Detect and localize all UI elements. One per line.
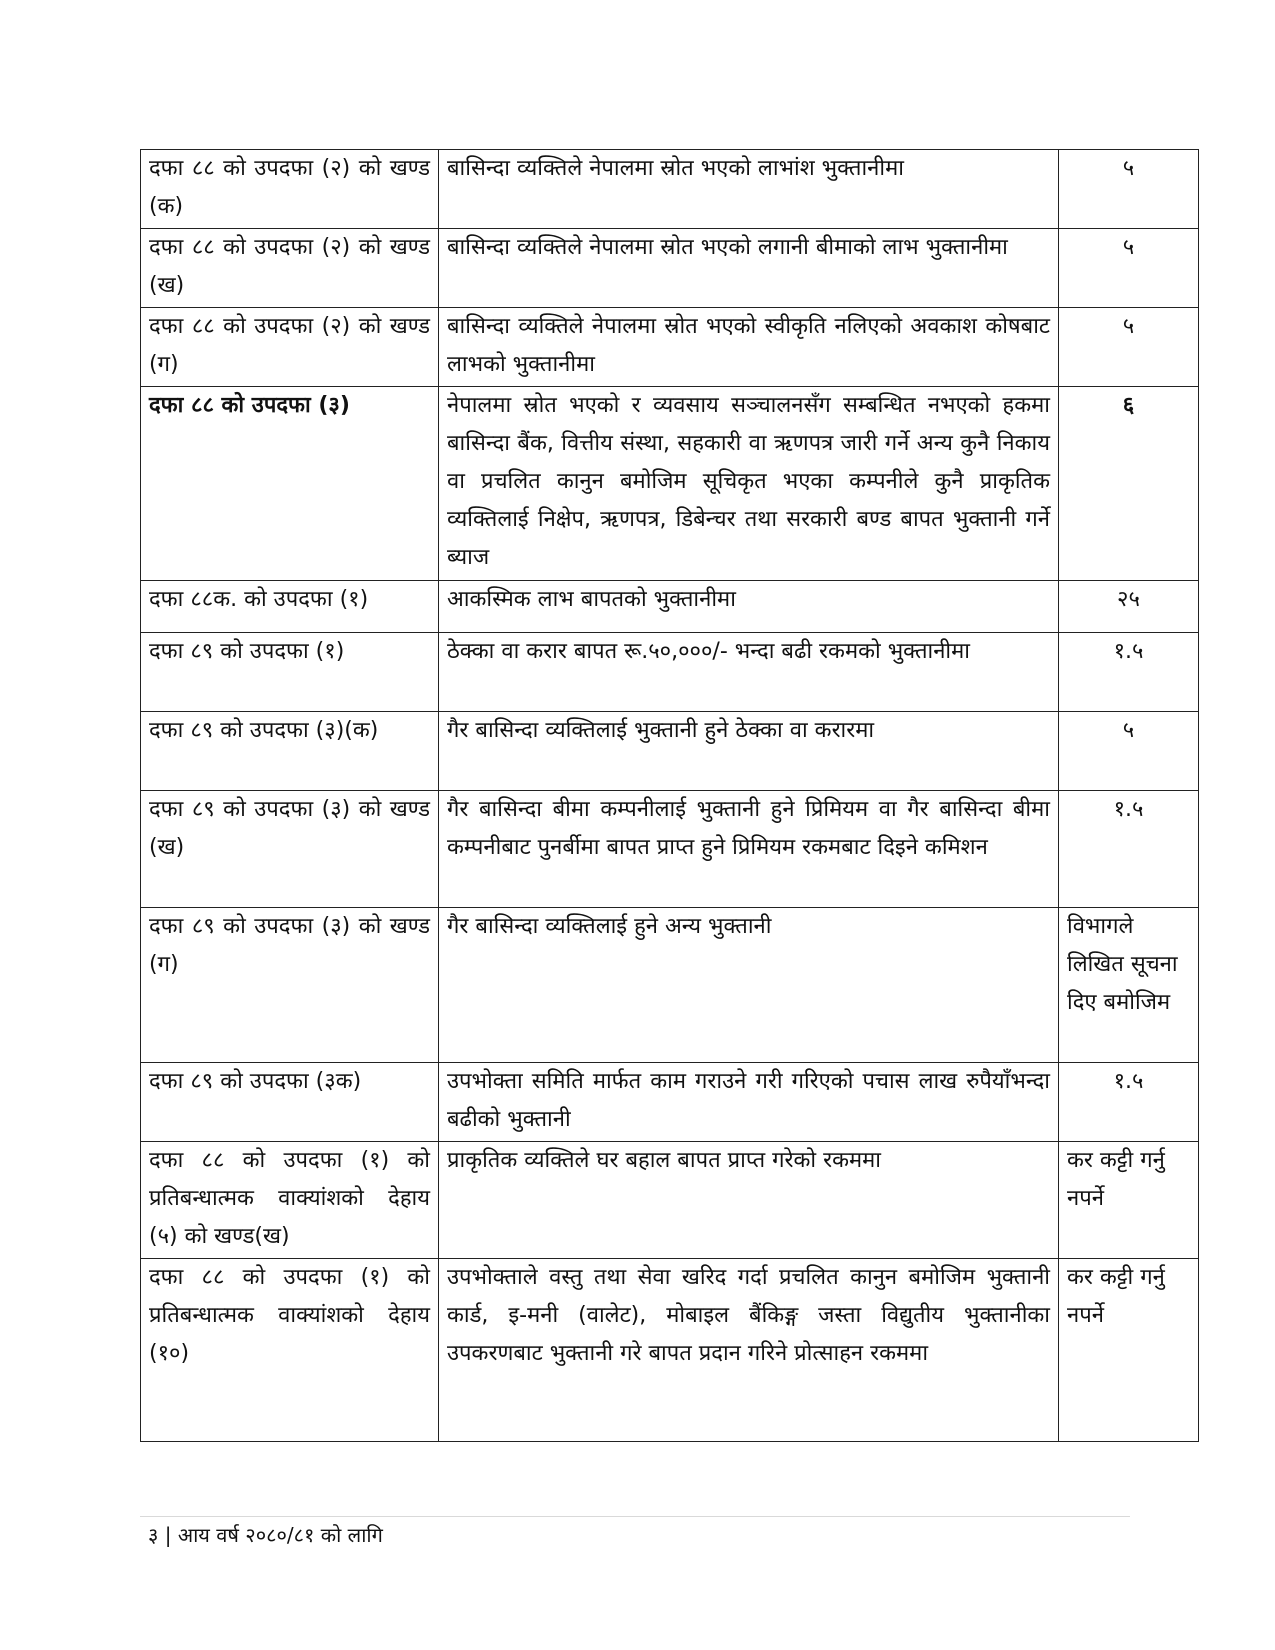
section-cell: दफा ८९ को उपदफा (३)(क) (141, 712, 439, 791)
table-row (141, 150, 1199, 229)
description-cell: उपभोक्ता समिति मार्फत काम गराउने गरी गरिएको पचास लाख रुपैयाँभन्दा बढीको भुक्तानी (439, 1063, 1059, 1142)
section-cell: दफा ८९ को उपदफा (३) को खण्ड (ख) (141, 791, 439, 908)
page-footer: ३ | आय वर्ष २०८०/८१ को लागि (148, 1523, 383, 1547)
footer-divider (140, 1516, 1130, 1517)
table-row (141, 308, 1199, 387)
rate-cell: विभागले लिखित सूचना दिए बमोजिम (1059, 908, 1199, 1063)
rate-cell: ५ (1059, 229, 1199, 308)
section-cell: दफा ८८ को उपदफा (१) को प्रतिबन्धात्मक वाक्यांशको देहाय (५) को खण्ड(ख) (141, 1142, 439, 1259)
section-cell: दफा ८९ को उपदफा (३क) (141, 1063, 439, 1142)
rate-cell: १.५ (1059, 791, 1199, 908)
description-cell: उपभोक्ताले वस्तु तथा सेवा खरिद गर्दा प्रचलित कानुन बमोजिम भुक्तानी कार्ड, इ-मनी (वालेट), मोबाइल बैंकिङ्ग जस्ता विद्युतीय भुक्तानीका उपकरणबाट भुक्तानी गरे बापत प्रदान गरिने प्रोत्साहन रकममा (439, 1259, 1059, 1442)
description-cell: गैर बासिन्दा व्यक्तिलाई हुने अन्य भुक्तानी (439, 908, 1059, 1063)
section-cell: दफा ८९ को उपदफा (३) को खण्ड (ग) (141, 908, 439, 1063)
rate-cell: १.५ (1059, 1063, 1199, 1142)
description-cell: ठेक्का वा करार बापत रू.५०,०००/- भन्दा बढी रकमको भुक्तानीमा (439, 633, 1059, 712)
section-cell: दफा ८८ को उपदफा (२) को खण्ड (क) (141, 150, 439, 229)
rate-cell: १.५ (1059, 633, 1199, 712)
description-cell: बासिन्दा व्यक्तिले नेपालमा स्रोत भएको लाभांश भुक्तानीमा (439, 150, 1059, 229)
table-row (141, 633, 1199, 712)
table-row (141, 1142, 1199, 1259)
rate-cell: कर कट्टी गर्नु नपर्ने (1059, 1259, 1199, 1442)
section-cell: दफा ८८ को उपदफा (२) को खण्ड (ख) (141, 229, 439, 308)
description-cell: आकस्मिक लाभ बापतको भुक्तानीमा (439, 581, 1059, 633)
description-cell: गैर बासिन्दा व्यक्तिलाई भुक्तानी हुने ठेक्का वा करारमा (439, 712, 1059, 791)
table-row (141, 229, 1199, 308)
table-row (141, 908, 1199, 1063)
table-row (141, 791, 1199, 908)
rate-cell: कर कट्टी गर्नु नपर्ने (1059, 1142, 1199, 1259)
section-cell: दफा ८८ को उपदफा (२) को खण्ड (ग) (141, 308, 439, 387)
table-row (141, 1063, 1199, 1142)
table-row (141, 1259, 1199, 1442)
description-cell: गैर बासिन्दा बीमा कम्पनीलाई भुक्तानी हुने प्रिमियम वा गैर बासिन्दा बीमा कम्पनीबाट पुनर्बीमा बापत प्राप्त हुने प्रिमियम रकमबाट दिइने कमिशन (439, 791, 1059, 908)
section-cell: दफा ८८ को उपदफा (१) को प्रतिबन्धात्मक वाक्यांशको देहाय (१०) (141, 1259, 439, 1442)
table-row (141, 712, 1199, 791)
table-row (141, 387, 1199, 581)
description-cell: बासिन्दा व्यक्तिले नेपालमा स्रोत भएको स्वीकृति नलिएको अवकाश कोषबाट लाभको भुक्तानीमा (439, 308, 1059, 387)
rate-cell: ६ (1059, 387, 1199, 581)
rate-cell: ५ (1059, 150, 1199, 229)
description-cell: प्राकृतिक व्यक्तिले घर बहाल बापत प्राप्त गरेको रकममा (439, 1142, 1059, 1259)
description-cell: नेपालमा स्रोत भएको र व्यवसाय सञ्चालनसँग सम्बन्धित नभएको हकमा बासिन्दा बैंक, वित्तीय संस्था, सहकारी वा ऋणपत्र जारी गर्ने अन्य कुनै निकाय वा प्रचलित कानुन बमोजिम सूचिकृत भएका कम्पनीले कुनै प्राकृतिक व्यक्तिलाई निक्षेप, ऋणपत्र, डिबेन्चर तथा सरकारी बण्ड बापत भुक्तानी गर्ने ब्याज (439, 387, 1059, 581)
tax-deduction-rate-table (140, 149, 1199, 1442)
rate-cell: २५ (1059, 581, 1199, 633)
section-cell: दफा ८९ को उपदफा (१) (141, 633, 439, 712)
rate-cell: ५ (1059, 308, 1199, 387)
table-row (141, 581, 1199, 633)
rate-cell: ५ (1059, 712, 1199, 791)
description-cell: बासिन्दा व्यक्तिले नेपालमा स्रोत भएको लगानी बीमाको लाभ भुक्तानीमा (439, 229, 1059, 308)
section-cell: दफा ८८ को उपदफा (३) (141, 387, 439, 581)
section-cell: दफा ८८क. को उपदफा (१) (141, 581, 439, 633)
